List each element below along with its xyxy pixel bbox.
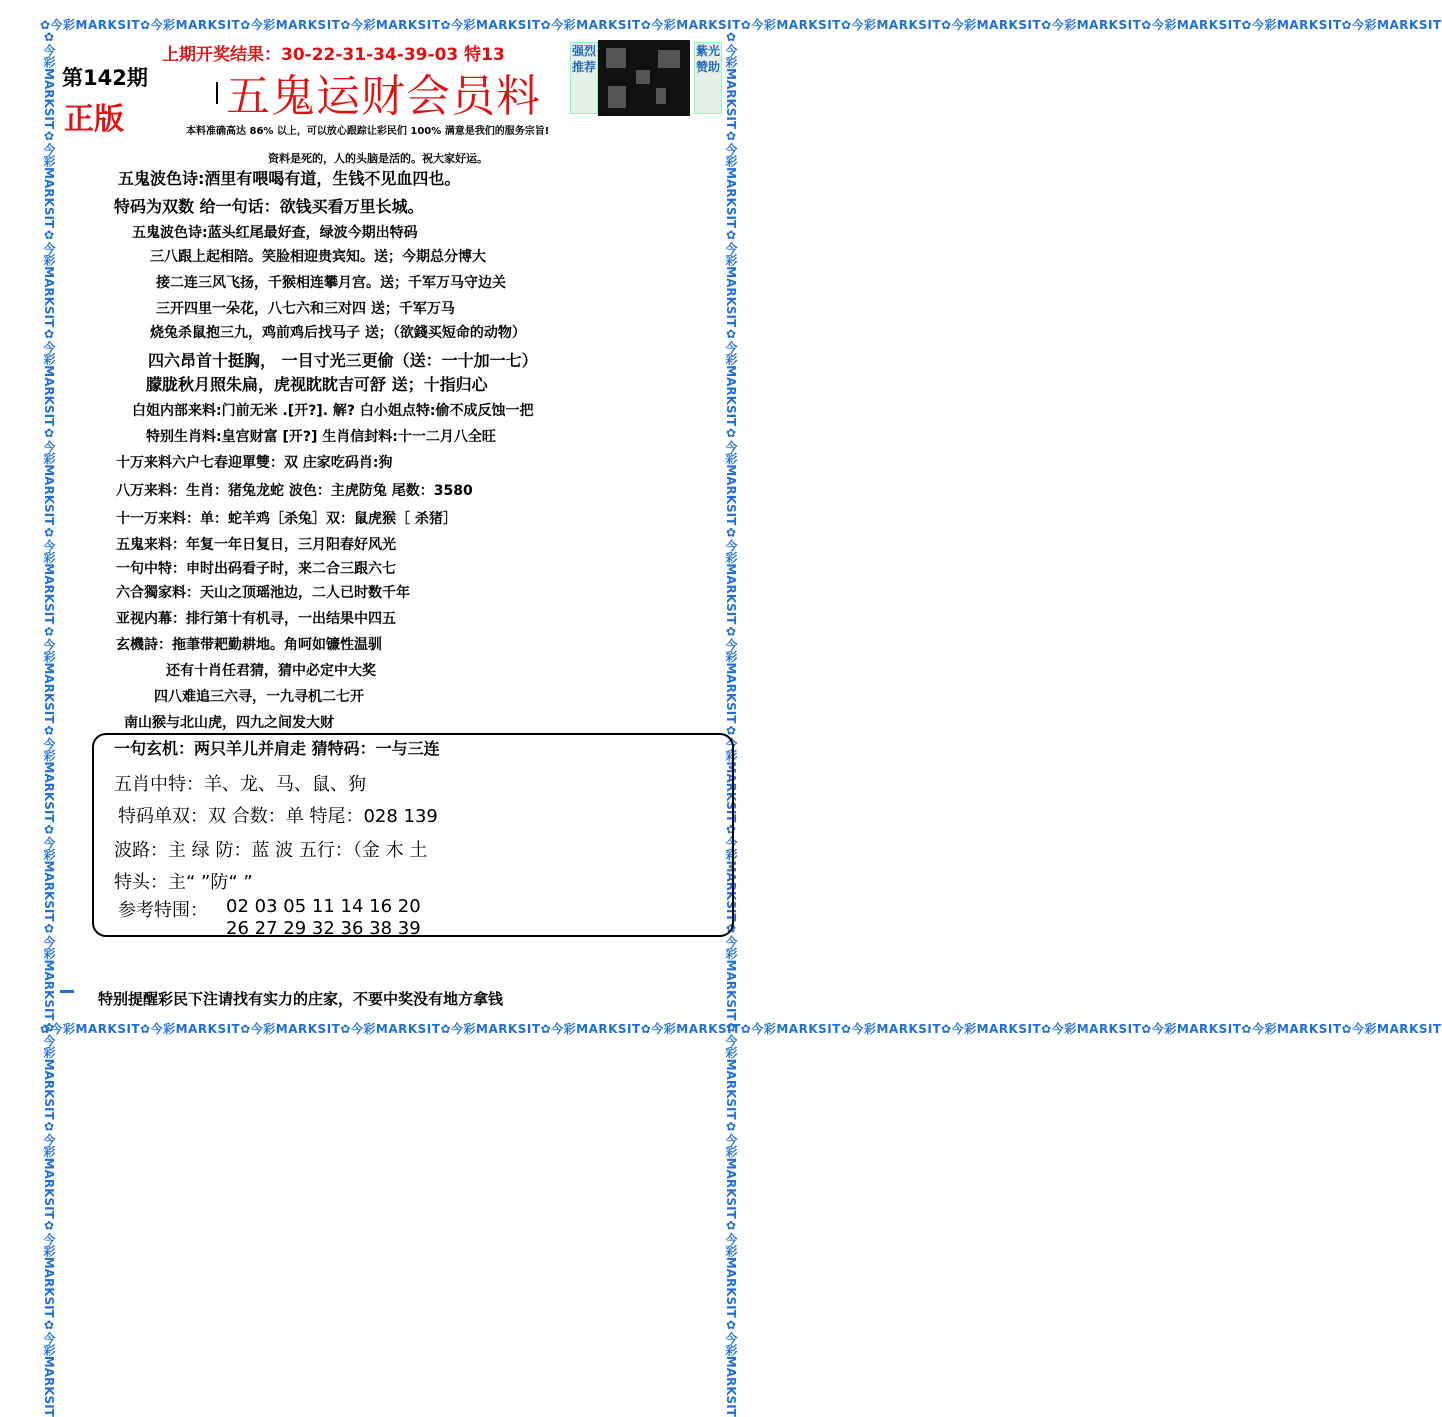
riddle-line: 一句玄机：两只羊儿并肩走 猜特码：一与三连 xyxy=(114,739,440,758)
issue-number: 第142期 xyxy=(62,66,148,90)
border-top-pattern: ✿今彩MARKSIT✿今彩MARKSIT✿今彩MARKSIT✿今彩MARKSIT✿今彩MARKSIT✿今彩MARKSIT✿今彩MARKSIT✿今彩MARKSIT✿今彩MARKSIT✿今彩MARKSIT✿今彩MARKSIT✿今彩MARKSIT✿今彩MARKSIT✿今彩MARKSIT xyxy=(40,18,1442,32)
content-line: 特别生肖料:皇宫财富 [开?] 生肖信封料:十一二月八全旺 xyxy=(146,429,496,445)
content-line: 五鬼来料：年复一年日复日，三月阳春好风光 xyxy=(116,537,396,553)
previous-result: 上期开奖结果：30-22-31-34-39-03 特13 xyxy=(162,45,505,65)
content-line: 五鬼波色诗:蓝头红尾最好查，绿波今期出特码 xyxy=(132,225,418,241)
border-left-pattern: ✿今彩MARKSIT✿今彩MARKSIT✿今彩MARKSIT✿今彩MARKSIT✿今彩MARKSIT✿今彩MARKSIT✿今彩MARKSIT✿今彩MARKSIT✿今彩MARKSIT✿今彩MARKSIT✿今彩MARKSIT✿今彩MARKSIT✿今彩MARKSIT✿今彩MARKSIT xyxy=(42,30,56,1417)
reference-row-2: 26 27 29 32 36 38 39 xyxy=(226,918,421,939)
content-line: 十万来料六户七春迎單雙：双 庄家吃码肖:狗 xyxy=(116,455,393,471)
content-line: 四八难追三六寻，一九寻机二七开 xyxy=(154,689,364,705)
accuracy-notice: 本料准确高达 86% 以上，可以放心跟踪让彩民们 100% 满意是我们的服务宗旨! xyxy=(186,126,550,137)
sponsor-badge: 紫光赞助 xyxy=(694,42,722,114)
content-line: 四六昂首十挺胸， 一目寸光三更偷（送：一十加一七） xyxy=(148,351,538,370)
border-right-pattern: ✿今彩MARKSIT✿今彩MARKSIT✿今彩MARKSIT✿今彩MARKSIT✿今彩MARKSIT✿今彩MARKSIT✿今彩MARKSIT✿今彩MARKSIT✿今彩MARKSIT✿今彩MARKSIT✿今彩MARKSIT✿今彩MARKSIT✿今彩MARKSIT✿今彩MARKSIT xyxy=(724,30,738,1417)
content-line: 五鬼波色诗:酒里有喂喝有道，生钱不见血四也。 xyxy=(118,169,461,188)
qr-code-image xyxy=(598,40,690,116)
recommend-badge: 强烈推荐 xyxy=(570,42,598,114)
content-line: 玄機詩：拖茟带耙勤耕地。角呵如镰性温驯 xyxy=(116,637,382,653)
content-line: 一句中特：申时出码看子时，来二合三跟六七 xyxy=(116,561,396,577)
content-line: 南山猴与北山虎，四九之间发大财 xyxy=(124,715,334,731)
reference-label: 参考特围： xyxy=(118,900,208,921)
content-line: 还有十肖任君猜，猜中必定中大奖 xyxy=(166,663,376,679)
border-bottom-pattern: ✿今彩MARKSIT✿今彩MARKSIT✿今彩MARKSIT✿今彩MARKSIT✿今彩MARKSIT✿今彩MARKSIT✿今彩MARKSIT✿今彩MARKSIT✿今彩MARKSIT✿今彩MARKSIT✿今彩MARKSIT✿今彩MARKSIT✿今彩MARKSIT✿今彩MARKSIT xyxy=(40,1022,1442,1036)
content-line: 六合獨家料：天山之顶瑶池边，二人已时数千年 xyxy=(116,585,410,601)
decorative-dash xyxy=(60,990,74,993)
wave-line: 波路：主 绿 防：蓝 波 五行：（金 木 土 xyxy=(114,840,428,861)
content-line: 白姐内部来料:门前无米 .[开?]. 解? 白小姐点特:偷不成反蚀一把 xyxy=(132,403,534,419)
odd-even-line: 特码单双：双 合数：单 特尾：028 139 xyxy=(118,806,438,827)
content-line: 烧兔杀鼠抱三九，鸡前鸡后找马子 送；（欲錢买短命的动物） xyxy=(150,325,526,341)
content-line: 接二连三风飞扬，千猴相连攀月宫。送；千军万马守边关 xyxy=(156,275,506,291)
luck-notice: 资料是死的，人的头脑是活的。祝大家好运。 xyxy=(268,152,488,165)
reference-row-1: 02 03 05 11 14 16 20 xyxy=(226,896,421,917)
content-line: 朦胧秋月照朱扁，虎视眈眈吉可舒 送；十指归心 xyxy=(146,375,488,394)
content-line: 三开四里一朵花，八七六和三对四 送；千军万马 xyxy=(156,301,455,317)
content-line: 十一万来料：单：蛇羊鸡［杀兔］双：鼠虎猴［ 杀猪］ xyxy=(116,511,457,527)
five-zodiac-line: 五肖中特：羊、龙、马、鼠、狗 xyxy=(114,774,366,795)
content-line: 八万来料：生肖：猪兔龙蛇 波色：主虎防兔 尾数：3580 xyxy=(116,483,473,499)
edition-label: 正版 xyxy=(64,102,124,137)
title-divider xyxy=(216,82,218,104)
footer-reminder: 特别提醒彩民下注请找有实力的庄家，不要中奖没有地方拿钱 xyxy=(98,990,504,1008)
content-line: 三八跟上起相陪。笑脸相迎贵宾知。送；今期总分博大 xyxy=(150,249,486,265)
content-line: 特码为双数 给一句话：欲钱买看万里长城。 xyxy=(114,197,424,216)
head-line: 特头：主“ ”防“ ” xyxy=(114,872,253,893)
content-line: 亚视内幕：排行第十有机寻，一出结果中四五 xyxy=(116,611,396,627)
page-title: 五鬼运财会员料 xyxy=(226,71,541,122)
